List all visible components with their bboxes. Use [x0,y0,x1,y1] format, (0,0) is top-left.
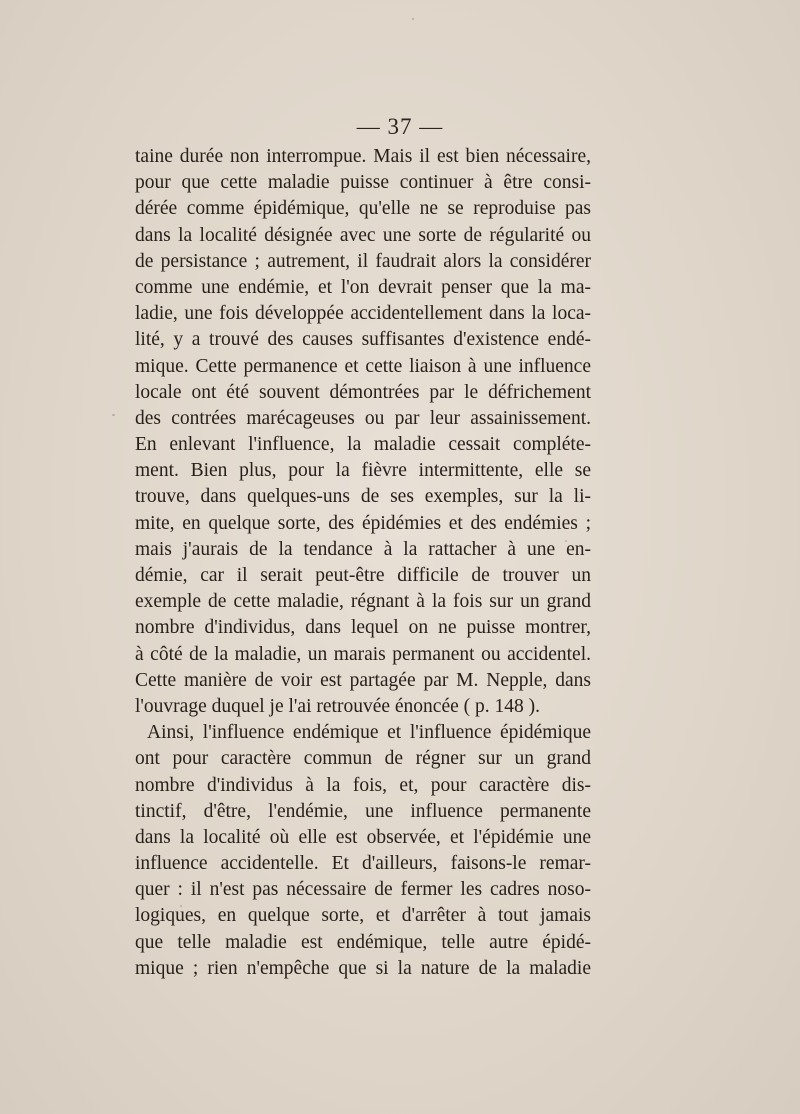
text-line: démie, car il serait peut-être difficile de trouver un [135,565,591,586]
paper-speck [180,905,182,907]
text-line: tinctif, d'être, l'endémie, une influence permanente [135,800,591,822]
text-line: influence accidentelle. Et d'ailleurs, faisons-le remar- [135,853,591,875]
text-line: exemple de cette maladie, régnant à la fois sur un grand [135,591,591,613]
paper-speck [412,18,414,20]
text-line: ment. Bien plus, pour la fièvre intermittente, elle se [135,460,591,482]
body-text [135,144,591,982]
text-line: dérée comme épidémique, qu'elle ne se reproduise pas [135,198,591,220]
text-line: ladie, une fois développée accidentellement dans la loca- [135,303,591,325]
text-line: mique. Cette permanence et cette liaison à une influence [135,355,591,377]
text-line: dans la localité où elle est observée, et l'épidémie une [135,826,591,848]
text-line: taine durée non interrompue. Mais il est bien nécessaire, [135,146,591,167]
text-line: lité, y a trouvé des causes suffisantes d'existence endé- [135,329,591,351]
paper-speck [112,414,115,416]
text-line: nombre d'individus, dans lequel on ne puisse montrer, [135,617,591,639]
text-line: locale ont été souvent démontrées par le défrichement [135,381,591,403]
text-line: des contrées marécageuses ou par leur assainissement. [135,407,591,429]
text-line: En enlevant l'influence, la maladie cessait compléte- [135,434,591,456]
paper-speck [565,540,567,542]
text-line: comme une endémie, et l'on devrait penser que la ma- [135,276,591,298]
text-line: que telle maladie est endémique, telle autre épidé- [135,931,591,953]
text-line: logiques, en quelque sorte, et d'arrêter à tout jamais [135,905,591,927]
text-line: ont pour caractère commun de régner sur un grand [135,748,591,770]
text-line: mais j'aurais de la tendance à la rattacher à une en- [135,538,591,560]
paper-speck [540,915,542,918]
text-line: pour que cette maladie puisse continuer à être consi- [135,172,591,194]
text-line: trouve, dans quelques-uns de ses exemples, sur la li- [135,486,591,508]
text-line: nombre d'individus à la fois, et, pour caractère dis- [135,774,591,796]
page-number: — 37 — [356,114,444,139]
text-line: Ainsi, l'influence endémique et l'influence épidémique [147,722,591,744]
text-line: quer : il n'est pas nécessaire de fermer les cadres noso- [135,879,591,901]
text-line: Cette manière de voir est partagée par M. Nepple, dans [135,669,591,691]
text-line: l'ouvrage duquel je l'ai retrouvée énoncée ( p. 148 ). [135,695,540,717]
text-line: à côté de la maladie, un marais permanent ou accidentel. [135,643,591,665]
text-line: mique ; rien n'empêche que si la nature de la maladie [135,957,591,979]
text-line: dans la localité désignée avec une sorte de régularité ou [135,224,591,246]
text-line: mite, en quelque sorte, des épidémies et des endémies ; [135,512,591,534]
text-line: de persistance ; autrement, il faudrait alors la considérer [135,250,591,272]
